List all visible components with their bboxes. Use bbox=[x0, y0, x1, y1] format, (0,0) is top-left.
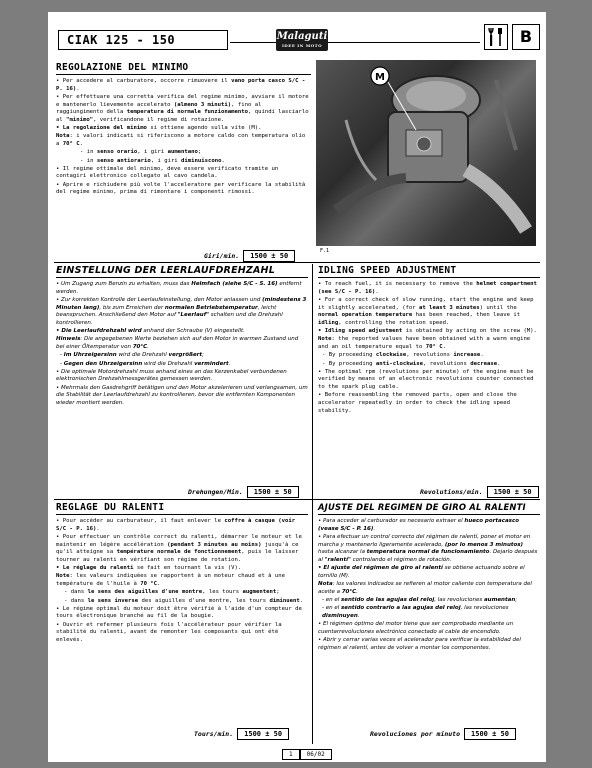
fr-paragraph-1: • Pour accéder au carburateur, il faut enlever le coffre à casque (voir S/C - P. 16). bbox=[56, 518, 296, 532]
row-divider-1 bbox=[54, 262, 540, 263]
tools-icon bbox=[484, 24, 508, 50]
es-paragraph-3: • El ajuste del régimen de giro al ralentí se obtiene actuando sobre el tornillo (M). bbox=[318, 565, 525, 579]
es-paragraph-7: • El régimen óptimo del motor tiene que ser comprobado mediante un cuentarrevoluciones electrónico conectado al cable de encendido. bbox=[318, 621, 514, 635]
fr-paragraph-2: • Pour effectuer un contrôle correct du ralenti, démarrer le moteur et le maintenir en légère accélération (pendant 3 minutes au moins) jusqu'à ce qu'il atteigne sa température normale de fonctionnement, puis le laisser tourner au ralenti en vérifiant son régime de rotation. bbox=[56, 533, 302, 564]
italian-title: REGOLAZIONE DEL MINIMO bbox=[56, 62, 311, 75]
en-note: Note: the reported values have been obtained with a warm engine and an oil temperature equal to 70° C. bbox=[318, 336, 531, 351]
brand-logo bbox=[276, 29, 328, 51]
figure-label: F.1 bbox=[320, 248, 330, 254]
it-clockwise: - in senso orario, i giri aumentano; bbox=[80, 149, 202, 156]
logo-text: Malaguti bbox=[276, 31, 328, 42]
en-rpm-value: 1500 ± 50 bbox=[487, 486, 539, 498]
de-rpm-spec bbox=[188, 486, 299, 498]
fr-rpm-label: Tours/min. bbox=[194, 730, 234, 738]
it-paragraph-3: • La regolazione del minimo si ottiene agendo sulla vite (M). bbox=[56, 125, 262, 132]
de-paragraph-7: • Die optimale Motordrehzahl muss anhand eines an das Kerzenkabel verbundenen elektronischen Drehzahlmessgerätes gemessen werden. bbox=[56, 368, 287, 383]
it-note: Nota: i valori indicati si riferiscono a motore caldo con temperatura olio a 70° C. bbox=[56, 133, 306, 148]
fr-paragraph-7: • Le régime optimal du moteur doit être vérifié à l'aide d'un compteur de tours électronique branché au fil de la bougie. bbox=[56, 605, 302, 620]
photo-marker-m: M bbox=[375, 72, 385, 83]
it-anticlockwise: - in senso antiorario, i giri diminuiscono. bbox=[80, 157, 225, 164]
row-divider-2 bbox=[54, 499, 540, 500]
es-rpm-label: Revoluciones por minuto bbox=[370, 730, 461, 738]
it-paragraph-1: • Per accedere al carburatore, occorre rimuovere il vano porta casco S/C - P. 16). bbox=[56, 78, 306, 92]
de-clockwise: - Im Uhrzeigersinn wird die Drehzahl vergrößert; bbox=[60, 352, 204, 359]
de-anticlockwise: - Gegen den Uhrzeigersinn wird die Drehzahl vermindert. bbox=[60, 360, 231, 367]
german-title: EINSTELLUNG DER LEERLAUFDREHZAHL bbox=[56, 265, 308, 278]
de-paragraph-3: • Die Leerlaufdrehzahl wird anhand der Schraube (V) eingestellt. bbox=[56, 328, 245, 335]
es-rpm-value: 1500 ± 50 bbox=[464, 728, 516, 740]
fr-note: Note: les valeurs indiquées se rapportent à un moteur chaud et à une température de l'huile à 70 °C. bbox=[56, 573, 286, 588]
english-title: IDLING SPEED ADJUSTMENT bbox=[318, 265, 540, 278]
page-header bbox=[54, 20, 540, 54]
french-title: REGLAGE DU RALENTI bbox=[56, 502, 308, 515]
revision-date: 06/02 bbox=[300, 749, 332, 760]
header-rule bbox=[230, 42, 480, 43]
wrench-screwdriver-icon bbox=[485, 25, 507, 49]
column-divider bbox=[312, 264, 313, 744]
en-paragraph-3: • Idling speed adjustment is obtained by acting on the screw (M). bbox=[318, 328, 537, 335]
french-section bbox=[56, 502, 308, 645]
es-anticlockwise: - en el sentido contrario a las agujas del reloj, las revoluciones disminuyen. bbox=[322, 605, 509, 619]
de-paragraph-8: • Mehrmals den Gasdrehgriff betätigen und den Motor akzelerieren und verlangsamen, um die Stabilität der Leerlaufdrehzahl zu kontrollieren, bevor die entfernten Komponenten wieder montiert werden. bbox=[56, 384, 308, 407]
es-note: Nota: los valores indicados se refieren al motor caliente con temperatura del aceite a 70°C. bbox=[318, 581, 532, 595]
section-badge: B bbox=[512, 24, 540, 50]
es-rpm-spec bbox=[370, 728, 516, 740]
en-clockwise: - By proceeding clockwise, revolutions increase. bbox=[322, 352, 484, 359]
fr-paragraph-3: • Le réglage du ralenti se fait en tournant la vis (V). bbox=[56, 565, 242, 572]
es-paragraph-1: • Para acceder al carburador es necesario extraer el hueco portacasco (vease S/C - P. 16). bbox=[318, 518, 519, 532]
en-paragraph-8: • Before reassembling the removed parts, open and close the accelerator repeatedly in order to check the idling speed stability. bbox=[318, 392, 517, 414]
carburetor-photo bbox=[316, 60, 536, 246]
it-rpm-spec bbox=[204, 250, 295, 262]
en-paragraph-2: • For a correct check of slow running, start the engine and keep it slightly accelerated, (for at least 3 minutes) until the normal operation temperature has been reached, then leave it idling, controlling the rotation speed. bbox=[318, 296, 534, 327]
model-title: CIAK 125 - 150 bbox=[58, 30, 228, 50]
es-paragraph-2: • Para efectuar un control correcto del régimen de ralentí, poner el motor en marcha y mantenerlo ligeramente acelerado, (por lo menos 3 minutos) hasta alcanzar la temperatura normal de funcionamiento. Dejarlo después al "ralentí" controlando el régimen de rotación. bbox=[318, 533, 538, 564]
it-rpm-value: 1500 ± 50 bbox=[243, 250, 295, 262]
page-number: 1 bbox=[282, 749, 300, 760]
fr-clockwise: - dans le sens des aiguilles d'une montre, les tours augmentent; bbox=[64, 589, 280, 596]
en-paragraph-7: • The optimal rpm (revolutions per minute) of the engine must be verified by means of an electronic revolutions counter connected to the spark plug cable. bbox=[318, 368, 534, 391]
de-paragraph-2: • Zur korrekten Kontrolle der Leerlaufeinstellung, den Motor anlassen und (mindestens 3 Minuten lang), bis zum Erreichen der normalen Betriebstemperatur, leicht beanspruchen. Anschließend den Motor auf "Leerlauf" schalten und die Drehzahl kontrollieren. bbox=[56, 296, 307, 327]
de-note: Hinweis: Die angegebenen Werte beziehen sich auf den Motor in warmen Zustand und bei einer Öltemperatur von 70°C. bbox=[56, 336, 299, 351]
it-paragraph-2: • Per effettuare una corretta verifica del regime minimo, avviare il motore e mantenerlo lievemente accelerato (almeno 3 minuti), fino al raggiungimento della temperatura di normale funzionamento, quindi lasciarlo al "minimo", verificandone il regime di rotazione. bbox=[56, 93, 309, 124]
fr-rpm-value: 1500 ± 50 bbox=[237, 728, 289, 740]
fr-rpm-spec bbox=[194, 728, 289, 740]
it-paragraph-7: • Il regime ottimale del minimo, deve essere verificato tramite un contagiri elettronico collegato al cavo candela. bbox=[56, 165, 279, 180]
de-paragraph-1: • Um Zugang zum Benzin zu erhalten, muss das Helmfach (siehe S/C - S. 16) entfernt werden. bbox=[56, 281, 302, 295]
en-rpm-spec bbox=[420, 486, 539, 498]
es-clockwise: - en el sentido de las agujas del reloj, las revoluciones aumentan; bbox=[322, 597, 518, 604]
logo-subtitle: IDEE IN MOTO bbox=[281, 43, 323, 48]
manual-page bbox=[48, 12, 546, 762]
en-paragraph-1: • To reach fuel, it is necessary to remove the helmet compartment (see S/C - P. 16). bbox=[318, 281, 537, 295]
en-anticlockwise: - By proceeding anti-clockwise, revolutions decrease. bbox=[322, 360, 501, 367]
page-footer bbox=[282, 749, 332, 760]
italian-section bbox=[56, 62, 311, 198]
carburetor-illustration bbox=[316, 60, 536, 246]
fr-anticlockwise: - dans le sens inverse des aiguilles d'une montre, les tours diminuent. bbox=[64, 597, 304, 604]
es-paragraph-8: • Abrir y cerrar varias veces el acelerador para verificar la estabilidad del régimen al ralentí, antes de volver a montar los componentes. bbox=[318, 637, 521, 651]
english-section bbox=[318, 265, 540, 416]
de-rpm-label: Drehungen/Min. bbox=[188, 488, 243, 496]
german-section bbox=[56, 265, 308, 408]
spanish-section bbox=[318, 502, 540, 653]
it-paragraph-8: • Aprire e richiudere più volte l'acceleratore per verificare la stabilità del regime minimo, prima di rimontare i componenti rimossi. bbox=[56, 181, 306, 196]
spanish-title: AJUSTE DEL REGIMEN DE GIRO AL RALENTI bbox=[318, 502, 540, 515]
it-rpm-label: Giri/min. bbox=[204, 252, 240, 260]
en-rpm-label: Revolutions/min. bbox=[420, 488, 483, 496]
de-rpm-value: 1500 ± 50 bbox=[247, 486, 299, 498]
fr-paragraph-8: • Ouvrir et refermer plusieurs fois l'accélérateur pour vérifier la stabilité du ralenti, avant de remonter les composants qui ont été enlevés. bbox=[56, 621, 282, 644]
